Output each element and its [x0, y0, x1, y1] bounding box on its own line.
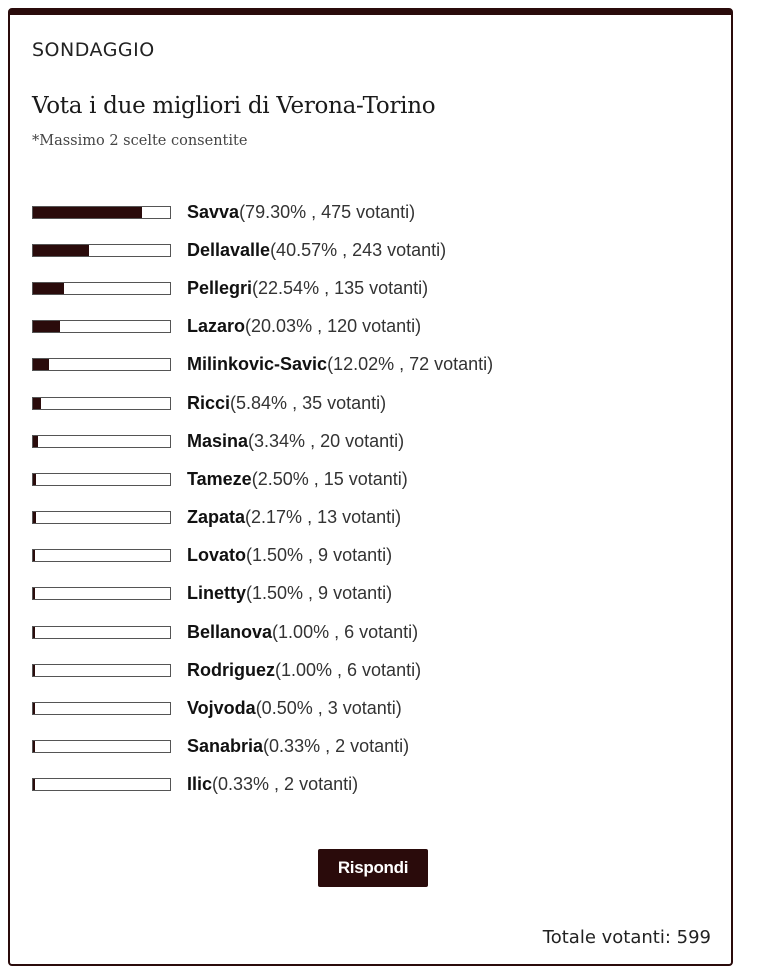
option-text	[187, 736, 409, 757]
result-bar-fill	[33, 359, 49, 370]
result-bar-fill	[33, 321, 60, 332]
option-text	[187, 431, 404, 452]
option-stats: (12.02% , 72 votanti)	[327, 354, 494, 375]
option-stats: (0.33% , 2 votanti)	[263, 736, 410, 757]
option-text	[187, 622, 418, 643]
option-name: Lazaro	[187, 316, 246, 337]
result-bar-fill	[33, 245, 89, 256]
result-bar-fill	[33, 398, 41, 409]
result-bar	[32, 435, 171, 448]
option-text	[187, 278, 428, 299]
result-bar	[32, 206, 171, 219]
option-text	[187, 316, 421, 337]
option-name: Lovato	[187, 545, 247, 566]
option-name: Zapata	[187, 507, 246, 528]
option-stats: (79.30% , 475 votanti)	[239, 201, 416, 222]
option-stats: (3.34% , 20 votanti)	[248, 430, 405, 451]
option-text	[187, 354, 493, 375]
option-stats: (22.54% , 135 votanti)	[252, 277, 429, 298]
result-bar-fill	[33, 512, 36, 523]
result-bar-fill	[33, 550, 35, 561]
result-bar-fill	[33, 627, 35, 638]
option-text	[187, 393, 386, 414]
result-bar	[32, 473, 171, 486]
option-stats: (0.33% , 2 votanti)	[212, 774, 359, 795]
poll-option[interactable]	[32, 193, 722, 231]
result-bar	[32, 320, 171, 333]
option-name: Masina	[187, 430, 249, 451]
result-bar-fill	[33, 436, 38, 447]
result-bar	[32, 740, 171, 753]
result-bar	[32, 587, 171, 600]
result-bar	[32, 397, 171, 410]
option-text	[187, 660, 421, 681]
poll-option[interactable]	[32, 728, 722, 766]
result-bar	[32, 626, 171, 639]
poll-widget	[8, 8, 733, 966]
option-stats: (0.50% , 3 votanti)	[255, 698, 402, 719]
poll-option[interactable]	[32, 651, 722, 689]
option-name: Milinkovic-Savic	[187, 354, 328, 375]
option-text	[187, 583, 392, 604]
poll-option[interactable]	[32, 499, 722, 537]
option-text	[187, 469, 408, 490]
poll-option[interactable]	[32, 346, 722, 384]
result-bar-fill	[33, 779, 35, 790]
option-name: Bellanova	[187, 621, 273, 642]
result-bar-fill	[33, 703, 35, 714]
option-stats: (1.00% , 6 votanti)	[275, 659, 422, 680]
poll-kicker: SONDAGGIO	[32, 39, 155, 61]
option-name: Sanabria	[187, 736, 264, 757]
option-name: Ilic	[187, 774, 213, 795]
option-stats: (20.03% , 120 votanti)	[245, 316, 422, 337]
option-stats: (1.00% , 6 votanti)	[272, 621, 419, 642]
poll-option[interactable]	[32, 422, 722, 460]
result-bar	[32, 358, 171, 371]
result-bar	[32, 282, 171, 295]
poll-option[interactable]	[32, 231, 722, 269]
option-text	[187, 507, 401, 528]
option-text	[187, 240, 446, 261]
option-stats: (40.57% , 243 votanti)	[270, 239, 447, 260]
option-name: Linetty	[187, 583, 247, 604]
poll-option[interactable]	[32, 766, 722, 804]
option-name: Savva	[187, 201, 240, 222]
option-stats: (1.50% , 9 votanti)	[246, 545, 393, 566]
result-bar-fill	[33, 665, 35, 676]
poll-option[interactable]	[32, 269, 722, 307]
option-name: Vojvoda	[187, 698, 256, 719]
result-bar	[32, 511, 171, 524]
result-bar-fill	[33, 474, 36, 485]
option-name: Pellegri	[187, 277, 253, 298]
result-bar	[32, 664, 171, 677]
option-text	[187, 698, 402, 719]
poll-option[interactable]	[32, 575, 722, 613]
result-bar	[32, 244, 171, 257]
option-stats: (5.84% , 35 votanti)	[230, 392, 387, 413]
option-text	[187, 202, 415, 223]
option-name: Ricci	[187, 392, 231, 413]
option-text	[187, 774, 358, 795]
result-bar-fill	[33, 741, 35, 752]
poll-option[interactable]	[32, 537, 722, 575]
poll-option[interactable]	[32, 613, 722, 651]
option-stats: (2.50% , 15 votanti)	[251, 468, 408, 489]
result-bar-fill	[33, 207, 142, 218]
option-name: Dellavalle	[187, 239, 271, 260]
poll-option[interactable]	[32, 384, 722, 422]
option-name: Tameze	[187, 468, 252, 489]
poll-option[interactable]	[32, 689, 722, 727]
poll-option[interactable]	[32, 308, 722, 346]
poll-options-list	[32, 193, 722, 804]
submit-button[interactable]: Rispondi	[318, 849, 428, 887]
total-voters: Totale votanti: 599	[542, 927, 711, 948]
result-bar-fill	[33, 283, 64, 294]
option-text	[187, 545, 392, 566]
option-stats: (1.50% , 9 votanti)	[246, 583, 393, 604]
poll-question: Vota i due migliori di Verona-Torino	[32, 93, 436, 119]
option-name: Rodriguez	[187, 659, 275, 680]
poll-note: *Massimo 2 scelte consentite	[32, 133, 248, 149]
poll-option[interactable]	[32, 460, 722, 498]
result-bar	[32, 549, 171, 562]
result-bar	[32, 778, 171, 791]
result-bar	[32, 702, 171, 715]
result-bar-fill	[33, 588, 35, 599]
option-stats: (2.17% , 13 votanti)	[245, 507, 402, 528]
